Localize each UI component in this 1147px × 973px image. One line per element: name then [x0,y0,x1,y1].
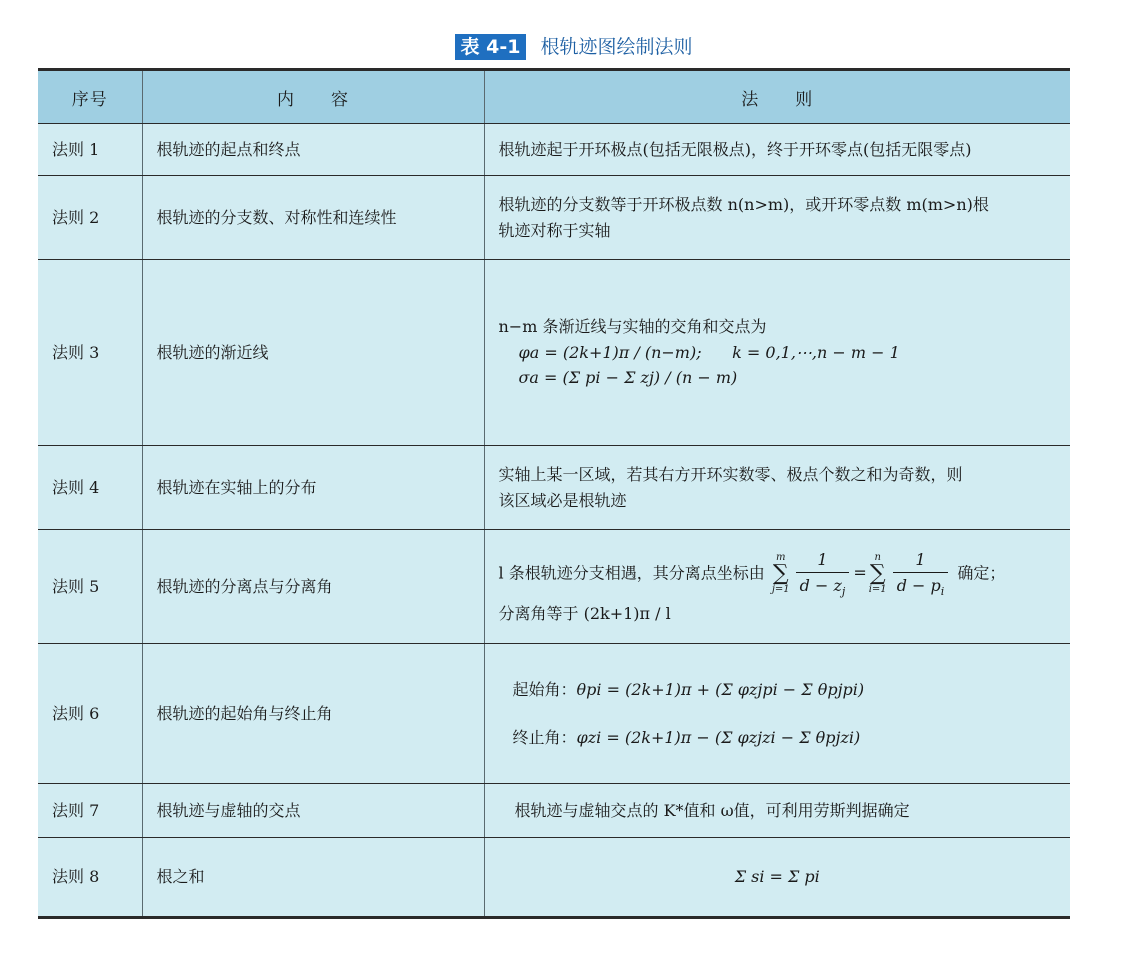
table-row [38,784,1070,838]
root-locus-rules-table [38,68,1070,919]
rule-line-2: 轨迹对称于实轴 [498,220,611,240]
rule-line-1: 根轨迹的分支数等于开环极点数 n(n>m)，或开环零点数 m(m>n)根 [498,194,989,214]
header-index: 序号 [38,70,142,124]
row-content: 根轨迹的起始角与终止角 [142,644,484,784]
header-content: 内 容 [142,70,484,124]
table-row [38,530,1070,644]
table-row [38,176,1070,260]
end-angle-formula: φzi = (2k+1)π − (Σ φzjzi − Σ θpjzi) [576,727,861,747]
row-index: 法则 7 [38,784,142,838]
row-content: 根轨迹在实轴上的分布 [142,446,484,530]
asymptote-center-formula: σa = (Σ pi − Σ zj) / (n − m) [518,368,738,388]
row-content: 根之和 [142,838,484,918]
table-caption [0,32,1147,59]
row-content: 根轨迹的分支数、对称性和连续性 [142,176,484,260]
table-number: 表 4-1 [455,34,527,60]
row-index: 法则 1 [38,124,142,176]
row-index: 法则 5 [38,530,142,644]
separation-intro: l 条根轨迹分支相遇，其分离点坐标由 [498,563,765,583]
table-row [38,446,1070,530]
separation-confirm: 确定； [957,563,1006,583]
row-rule [484,530,1070,644]
asymptote-intro: n−m 条渐近线与实轴的交角和交点为 [498,317,767,337]
row-rule: 根轨迹起于开环极点(包括无限极点)，终于开环零点(包括无限零点) [484,124,1070,176]
table-row [38,260,1070,446]
asymptote-angle-formula: φa = (2k+1)π / (n−m); [518,342,702,362]
end-angle-label: 终止角： [512,727,577,747]
sum-of-roots-formula: Σ si = Σ pi [484,838,1070,918]
rule-line-1: 实轴上某一区域，若其右方开环实数零、极点个数之和为奇数，则 [498,464,963,484]
row-rule [484,176,1070,260]
header-rule: 法 则 [484,70,1070,124]
row-content: 根轨迹与虚轴的交点 [142,784,484,838]
row-content: 根轨迹的分离点与分离角 [142,530,484,644]
row-rule [484,644,1070,784]
row-content: 根轨迹的渐近线 [142,260,484,446]
row-index: 法则 4 [38,446,142,530]
start-angle-formula: θpi = (2k+1)π + (Σ φzjpi − Σ θpjpi) [576,679,865,699]
table-row [38,644,1070,784]
row-rule [484,446,1070,530]
row-index: 法则 2 [38,176,142,260]
row-rule [484,260,1070,446]
table-row [38,124,1070,176]
table-row [38,838,1070,918]
row-content: 根轨迹的起点和终点 [142,124,484,176]
row-index: 法则 3 [38,260,142,446]
separation-angle: 分离角等于 (2k+1)π / l [498,603,671,623]
row-index: 法则 6 [38,644,142,784]
row-index: 法则 8 [38,838,142,918]
table-title: 根轨迹图绘制法则 [540,36,693,58]
separation-equation: m ∑ j=1 $\frac{1}{d - z_j}$ = n ∑ i=1 $\frac{1}{d - p_i}$ [770,563,958,582]
row-rule: 根轨迹与虚轴交点的 K*值和 ω值，可利用劳斯判据确定 [484,784,1070,838]
table-header-row [38,70,1070,124]
rule-line-2: 该区域必是根轨迹 [498,490,627,510]
k-range: k = 0,1,⋯,n − m − 1 [732,342,900,362]
start-angle-label: 起始角： [512,679,577,699]
